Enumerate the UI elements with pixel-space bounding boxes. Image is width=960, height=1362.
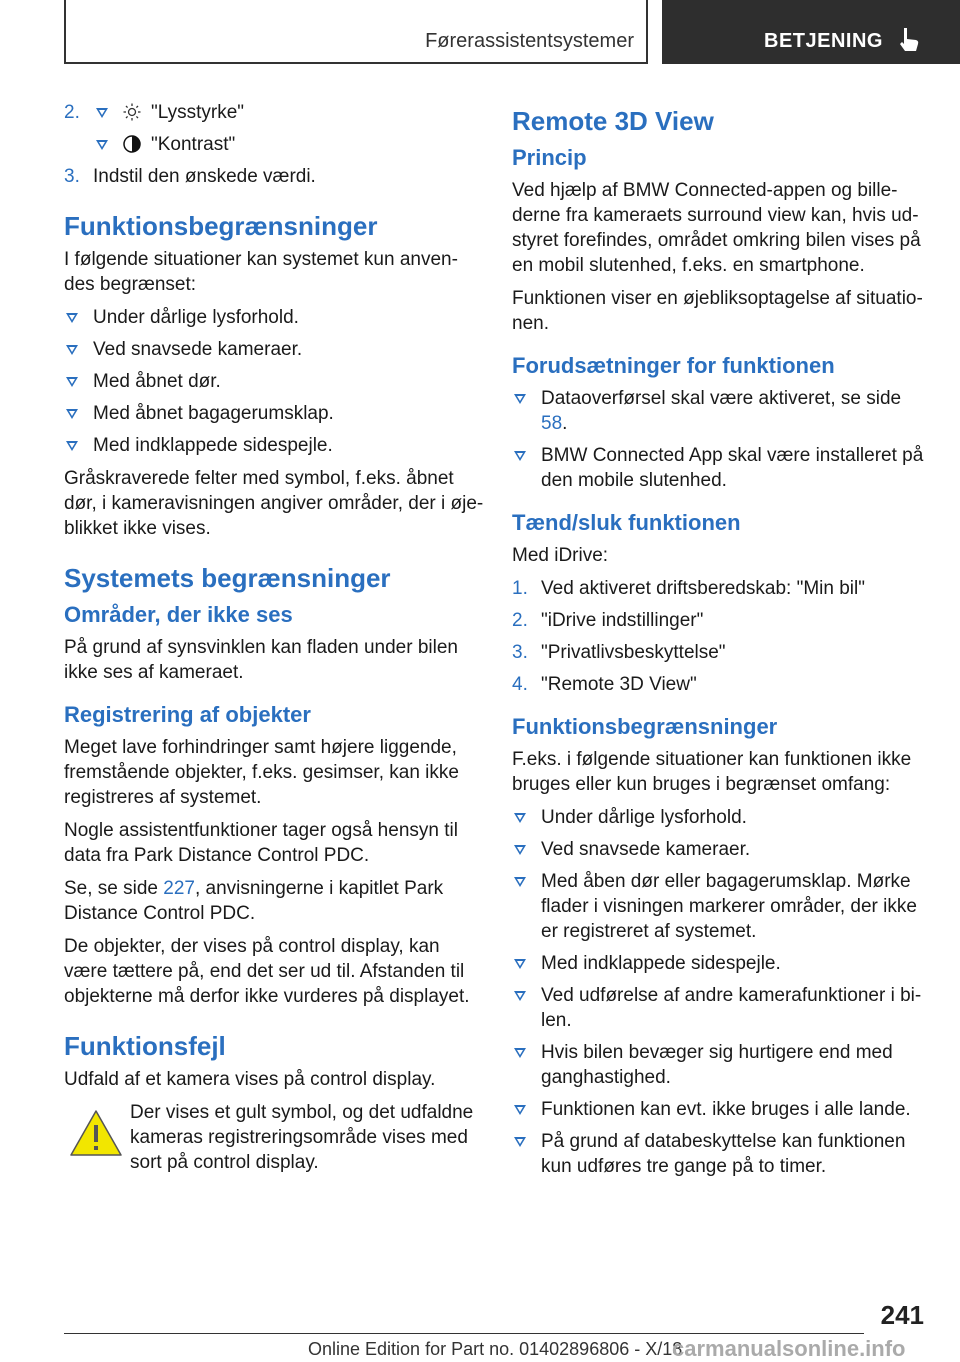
limits-list	[64, 305, 484, 458]
warning-text: Der vises et gult symbol, og det udfaldne kameras registreringsområde vises med sort på control display.	[130, 1102, 474, 1173]
list-item: Med indklappede sidespejle.	[64, 433, 484, 458]
bullet-triangle-icon	[66, 409, 78, 419]
registration-heading: Registrering af objekter	[64, 702, 311, 727]
step-item: 2. "iDrive indstillinger"	[512, 610, 704, 631]
step-text: Indstil den ønskede værdi.	[93, 166, 316, 187]
page-link-227[interactable]: 227	[163, 878, 195, 899]
list-item: Ved snavsede kameraer.	[512, 837, 932, 862]
step-item: 1. Ved aktiveret driftsberedskab: "Min bil"	[512, 578, 865, 599]
step-2-brightness	[64, 100, 484, 125]
contrast-icon	[123, 135, 141, 153]
step-number: 2.	[64, 102, 80, 123]
step-3	[64, 164, 484, 189]
list-item: Med indklappede sidespejle.	[512, 951, 932, 976]
list-item: BMW Connected App skal være installeret på den mobile slutenhed.	[512, 443, 932, 493]
bullet-triangle-icon	[514, 813, 526, 823]
areas-heading: Områder, der ikke ses	[64, 602, 293, 627]
bullet-triangle-icon	[66, 377, 78, 387]
limits-intro: I følgende situationer kan systemet kun anven-des begrænset:	[64, 249, 458, 295]
step-2-contrast	[64, 132, 484, 157]
brightness-label: "Lysstyrke"	[151, 102, 245, 123]
bullet-triangle-icon	[66, 345, 78, 355]
footer-watermark: carmanualsonline.info	[672, 1336, 906, 1361]
header-section-box	[64, 0, 648, 64]
list-item: Ved snavsede kameraer.	[64, 337, 484, 362]
principle-text-2: Funktionen viser en øjebliksoptagelse af situatio-nen.	[512, 288, 923, 334]
warning-triangle-icon	[68, 1108, 124, 1158]
registration-text-4: De objekter, der vises på control display, kan være tættere på, end det ser ud til. Afstanden til objekterne må derfor ikke vurderes på displayet.	[64, 936, 470, 1007]
principle-text-1: Ved hjælp af BMW Connected-appen og bille-derne fra kameraets surround view kan, hvis ud-styret forefindes, området omkring bilen vises på en mobil slutenhed, f.eks. en smartphone.	[512, 180, 921, 276]
registration-text-3: Se, se side 227, anvisningerne i kapitlet Park Distance Control PDC.	[64, 878, 444, 924]
step-number: 3.	[64, 166, 80, 187]
header-section-title: Førerassistentsystemer	[425, 30, 634, 52]
registration-text-2: Nogle assistentfunktioner tager også hensyn til data fra Park Distance Control PDC.	[64, 820, 458, 866]
page-link-58[interactable]: 58	[541, 413, 563, 434]
toggle-steps	[512, 576, 932, 697]
footer-divider	[64, 1333, 864, 1334]
toggle-intro: Med iDrive:	[512, 545, 609, 566]
remote-3d-view-heading: Remote 3D View	[512, 106, 714, 136]
contrast-label: "Kontrast"	[151, 134, 236, 155]
bullet-triangle-icon	[514, 394, 526, 404]
list-item: Funktionen kan evt. ikke bruges i alle lande.	[512, 1097, 932, 1122]
bullet-triangle-icon	[66, 441, 78, 451]
toggle-heading: Tænd/sluk funktionen	[512, 510, 741, 535]
bullet-triangle-icon	[514, 991, 526, 1001]
bullet-triangle-icon	[66, 313, 78, 323]
list-item: Med åbnet dør.	[64, 369, 484, 394]
list-item: På grund af databeskyttelse kan funktionen kun udføres tre gange på to timer.	[512, 1129, 932, 1179]
bullet-triangle-icon	[514, 1137, 526, 1147]
bullet-triangle-icon	[96, 140, 108, 150]
list-item: Med åbnet bagagerumsklap.	[64, 401, 484, 426]
right-column	[512, 100, 932, 1187]
system-limits-heading: Systemets begrænsninger	[64, 563, 391, 593]
list-item: Med åben dør eller bagagerumsklap. Mørke flader i visningen markerer områder, der ikke er registreret af systemet.	[512, 869, 932, 944]
brightness-icon	[123, 103, 141, 121]
list-item: Under dårlige lysforhold.	[64, 305, 484, 330]
prerequisites-heading: Forudsætninger for funktionen	[512, 353, 835, 378]
bullet-triangle-icon	[514, 959, 526, 969]
bullet-triangle-icon	[514, 1105, 526, 1115]
list-item: Hvis bilen bevæger sig hurtigere end med ganghastighed.	[512, 1040, 932, 1090]
pointing-hand-icon	[896, 26, 922, 54]
left-column	[64, 100, 484, 1183]
registration-text-1: Meget lave forhindringer samt højere liggende, fremstående objekter, f.eks. gesimser, kan ikke registreres af systemet.	[64, 737, 459, 808]
list-item: Dataoverførsel skal være aktiveret, se side 58.	[512, 386, 932, 436]
header-chapter-title: BETJENING	[764, 30, 883, 52]
bullet-triangle-icon	[514, 451, 526, 461]
remote-limits-intro: F.eks. i følgende situationer kan funktionen ikke bruges eller kun bruges i begrænset omfang:	[512, 749, 912, 795]
footer-edition: Online Edition for Part no. 01402896806 - X/18	[308, 1339, 683, 1359]
header-chapter-box	[662, 0, 960, 64]
limits-outro: Gråskraverede felter med symbol, f.eks. åbnet dør, i kameravisningen angiver områder, der i øje-blikket ikke vises.	[64, 468, 484, 539]
step-item: 4. "Remote 3D View"	[512, 674, 697, 695]
principle-heading: Princip	[512, 145, 587, 170]
page-number: 241	[880, 1300, 924, 1330]
limits-heading: Funktionsbegrænsninger	[64, 211, 378, 241]
list-item: Under dårlige lysforhold.	[512, 805, 932, 830]
prerequisites-list	[512, 386, 932, 493]
bullet-triangle-icon	[514, 1048, 526, 1058]
fault-text: Udfald af et kamera vises på control display.	[64, 1069, 436, 1090]
remote-limits-list	[512, 805, 932, 1179]
warning-box	[64, 1100, 484, 1175]
remote-limits-heading: Funktionsbegrænsninger	[512, 714, 778, 739]
areas-text: På grund af synsvinklen kan fladen under bilen ikke ses af kameraet.	[64, 637, 458, 683]
bullet-triangle-icon	[96, 108, 108, 118]
step-item: 3. "Privatlivsbeskyttelse"	[512, 642, 726, 663]
fault-heading: Funktionsfejl	[64, 1031, 226, 1061]
bullet-triangle-icon	[514, 877, 526, 887]
list-item: Ved udførelse af andre kamerafunktioner i bi-len.	[512, 983, 932, 1033]
bullet-triangle-icon	[514, 845, 526, 855]
